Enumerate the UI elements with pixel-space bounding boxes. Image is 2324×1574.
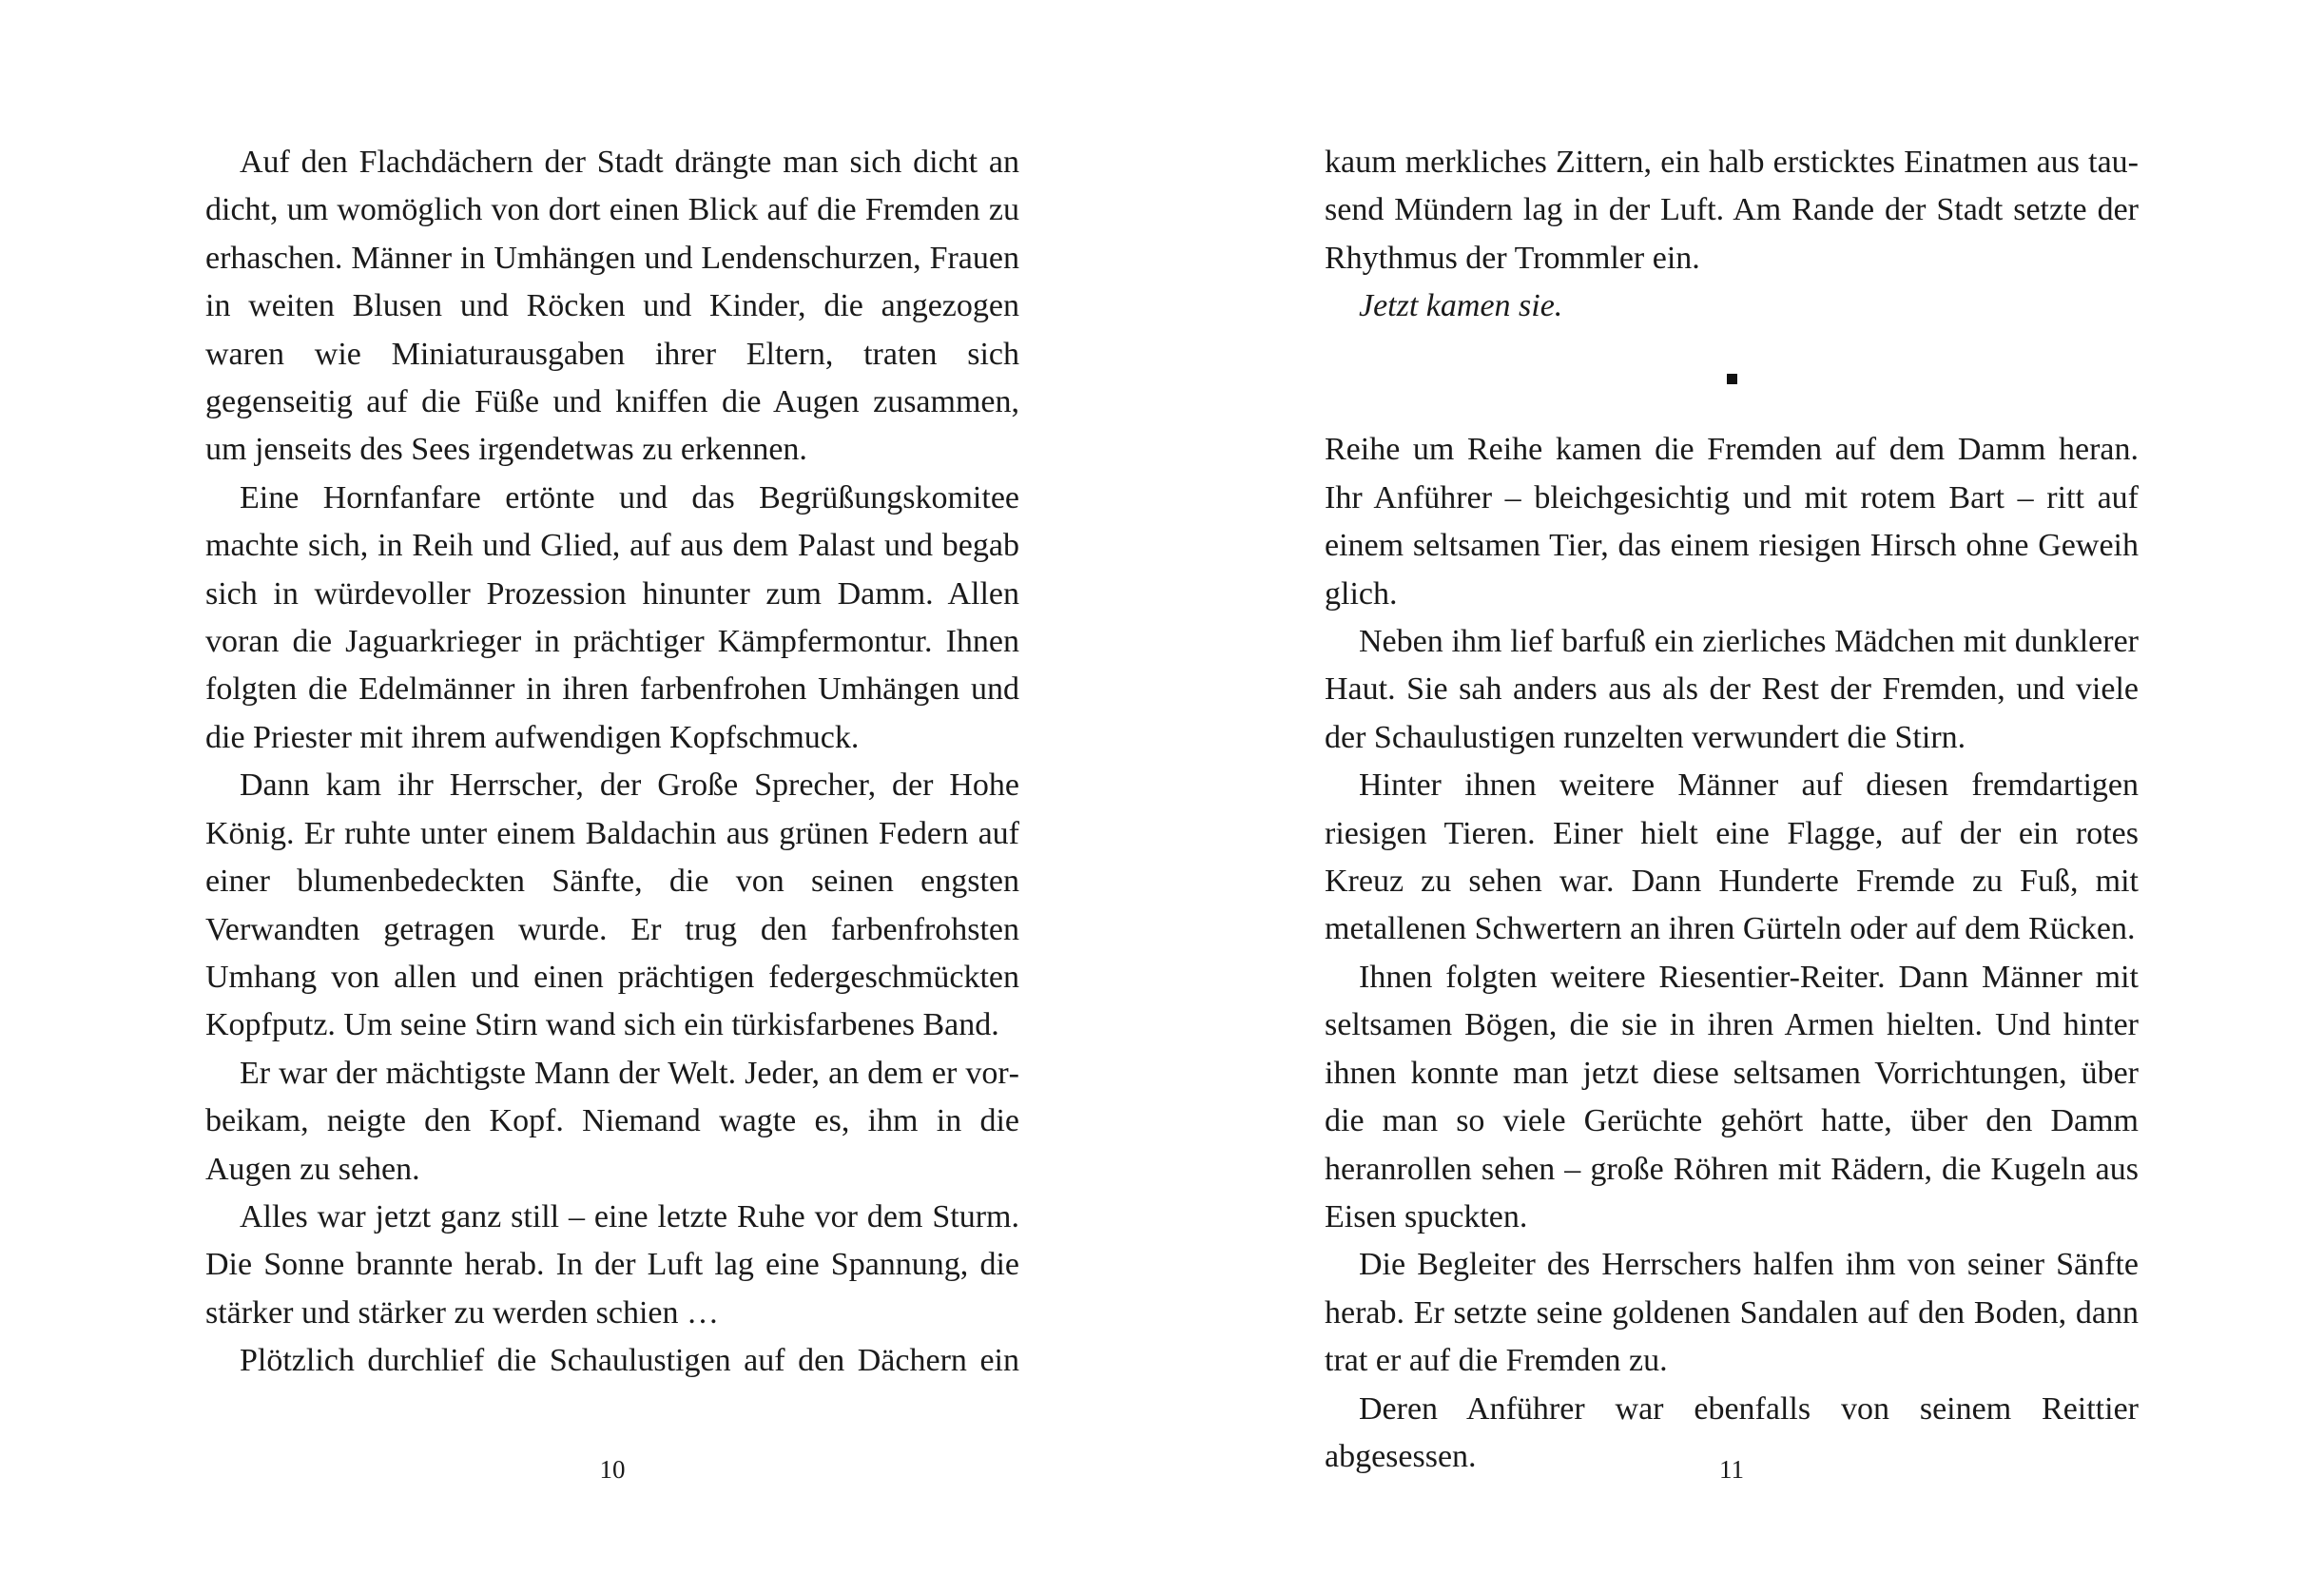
paragraph: Die Begleiter des Herrschers halfen ihm von seiner Sänfte herab. Er setzte seine goldenen Sandalen auf den Boden, dann trat er auf die Fremden zu. xyxy=(1325,1247,2139,1379)
paragraph: Auf den Flachdächern der Stadt drängte man sich dicht an dicht, um womöglich von dort einen Blick auf die Fremden zu erhaschen. Männer in Umhängen und Lendenschurzen, Frauen in weiten Blusen und Röcken und Kinder, die angezogen waren wie Miniaturausgaben ihrer Eltern, traten sich gegenseitig auf die Füße und kniffen die Augen zusammen, um jenseits des Sees irgendetwas zu erkennen. xyxy=(205,145,1019,468)
right-page xyxy=(1162,0,2324,1574)
left-page-text xyxy=(205,139,1019,1386)
paragraph: Reihe um Reihe kamen die Fremden auf dem Damm heran. Ihr Anführer – bleichgesichtig und mit rotem Bart – ritt auf einem seltsamen Tier, das einem riesigen Hirsch ohne Geweih glich. xyxy=(1325,432,2139,612)
paragraph: Er war der mächtigste Mann der Welt. Jeder, an dem er vorbeikam, neigte den Kopf. Niemand wagte es, ihm in die Augen zu sehen. xyxy=(205,1055,1019,1187)
italic-line: Jetzt kamen sie. xyxy=(1359,288,1563,324)
paragraph: Dann kam ihr Herrscher, der Große Sprecher, der Hohe König. Er ruhte unter einem Baldachin aus grünen Federn auf einer blumenbedeckten Sänfte, die von seinen engsten Verwandten getragen wurde. Er trug den farbenfrohsten Umhang von allen und einen prächtigen federgeschmückten Kopfputz. Um seine Stirn wand sich ein türkisfarbenes Band. xyxy=(205,768,1019,1043)
right-page-text xyxy=(1325,139,2139,1481)
page-number: 11 xyxy=(1719,1455,1744,1484)
paragraph: Eine Hornfanfare ertönte und das Begrüßungskomitee machte sich, in Reih und Glied, auf aus dem Palast und begab sich in würdevoller Prozession hinunter zum Damm. Allen voran die Jaguarkrieger in prächtiger Kämpfermontur. Ihnen folgten die Edelmänner in ihren farbenfrohen Umhängen und die Priester mit ihrem aufwendigen Kopfschmuck. xyxy=(205,479,1019,755)
paragraph: Ihnen folgten weitere Riesentier-Reiter. Dann Männer mit seltsamen Bögen, die sie in ihren Armen hielten. Und hinter ihnen konnte man jetzt diese seltsamen Vorrichtungen, über die man so viele Gerüchte gehört hatte, über den Damm heranrollen sehen – große Röhren mit Rädern, die Kugeln aus Eisen spuckten. xyxy=(1325,959,2139,1234)
paragraph-continuation: kaum merkliches Zittern, ein halb ersticktes Einatmen aus tausend Mündern lag in der Luft. Am Rande der Stadt setzte der Rhythmus der Trommler ein. xyxy=(1325,145,2139,276)
paragraph: Plötzlich durchlief die Schaulustigen auf den Dächern ein xyxy=(240,1343,1019,1379)
scene-break-square-icon xyxy=(1727,374,1737,384)
page-number: 10 xyxy=(599,1455,626,1484)
paragraph: Alles war jetzt ganz still – eine letzte Ruhe vor dem Sturm. Die Sonne brannte herab. In der Luft lag eine Spannung, die stärker und stärker zu werden schien … xyxy=(205,1198,1019,1331)
paragraph: Hinter ihnen weitere Männer auf diesen fremdartigen riesigen Tieren. Einer hielt eine Flagge, auf der ein rotes Kreuz zu sehen war. Dann Hunderte Fremde zu Fuß, mit metallenen Schwertern an ihren Gürteln oder auf dem Rücken. xyxy=(1325,768,2139,947)
paragraph: Deren Anführer war ebenfalls von seinem Reittier abgesessen. xyxy=(1325,1390,2139,1474)
paragraph: Neben ihm lief barfuß ein zierliches Mädchen mit dunklerer Haut. Sie sah anders aus als der Rest der Fremden, und viele der Schaulustigen runzelten verwundert die Stirn. xyxy=(1325,624,2139,755)
scene-break xyxy=(1325,331,2139,427)
